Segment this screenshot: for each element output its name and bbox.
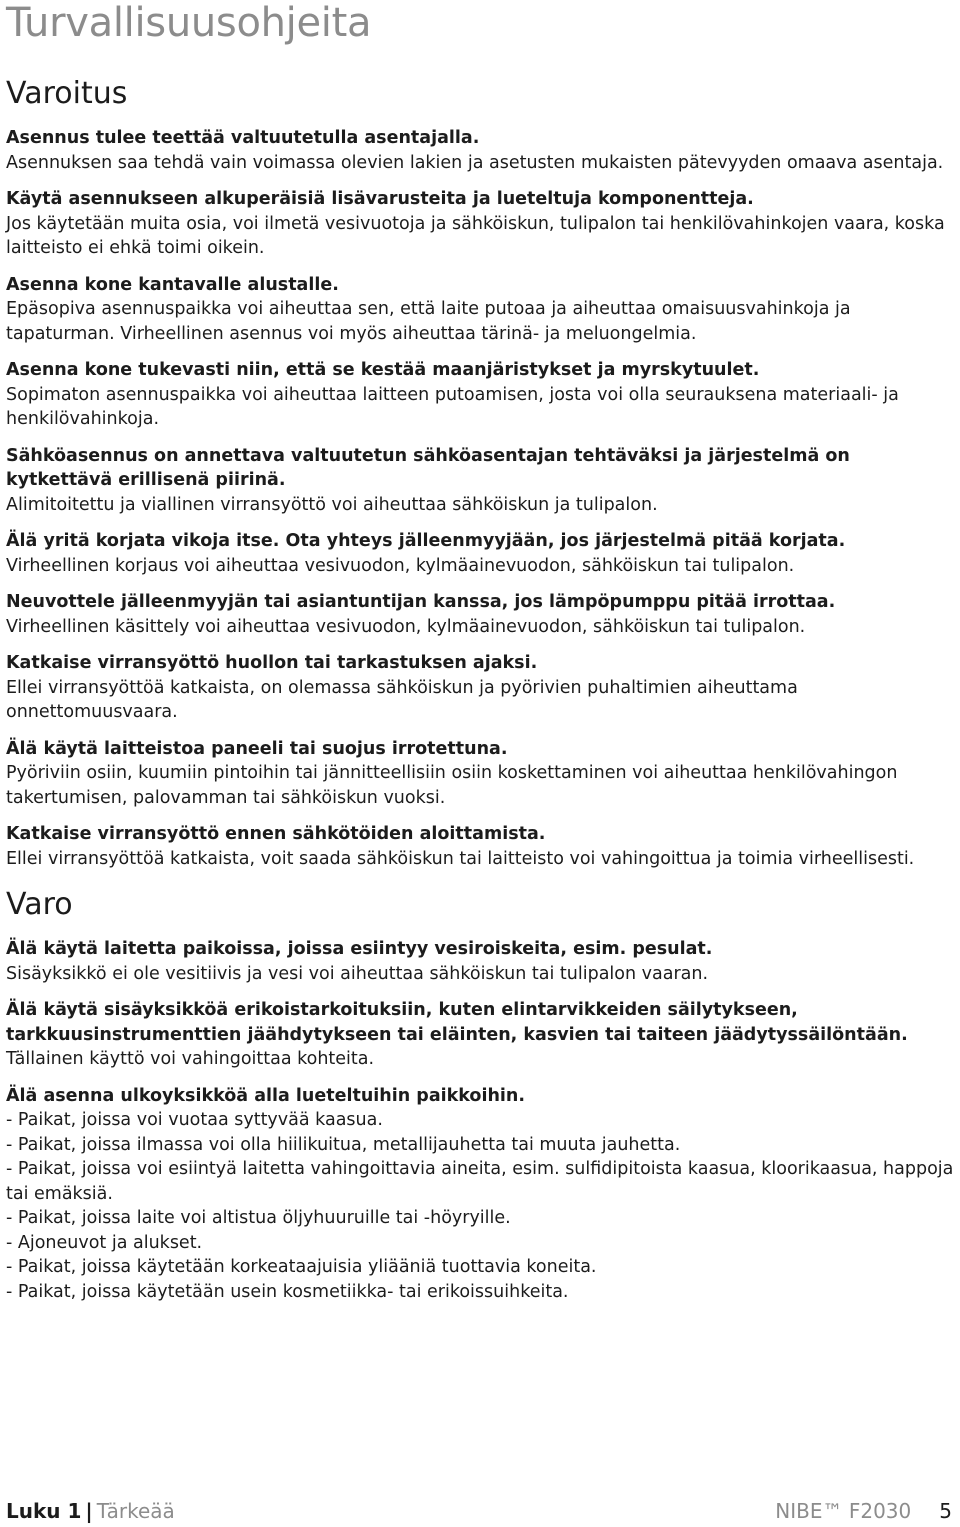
caution-item [6,998,956,1072]
chapter-name: Tärkeää [96,1499,175,1523]
caution-item-head: Älä käytä laitetta paikoissa, joissa esiintyy vesiroiskeita, esim. pesulat. [6,939,713,959]
page-footer [6,1496,952,1526]
page-title: Turvallisuusohjeita [6,0,372,46]
caution-item-body: Tällainen käyttö voi vahingoittaa kohteita. [6,1049,375,1069]
warning-item [6,187,956,261]
caution-item-body: Sisäyksikkö ei ole vesitiivis ja vesi voi aiheuttaa sähköiskun tai tulipalon vaaran. [6,963,709,984]
warning-item-head: Käytä asennukseen alkuperäisiä lisävarusteita ja lueteltuja komponentteja. [6,189,754,209]
warning-item [6,273,956,347]
warning-item [6,529,956,578]
warning-item-head: Neuvottele jälleenmyyjän tai asiantuntijan kanssa, jos lämpöpumppu pitää irrottaa. [6,592,836,612]
caution-section-title: Varo [6,887,73,922]
warning-item-head: Älä käytä laitteistoa paneeli tai suojus irrotettuna. [6,738,508,759]
list-item: - Paikat, joissa voi vuotaa syttyvää kaasua. [6,1110,383,1130]
warning-item-body: Ellei virransyöttöä katkaista, voit saada sähköiskun tai laitteisto voi vahingoittua ja toimia virheellisesti. [6,848,915,869]
warning-item [6,358,956,432]
warning-item-body: Jos käytetään muita osia, voi ilmetä vesivuotoja ja sähköiskun, tulipalon tai henkilövahinkojen vaara, koska laitteisto ei ehkä toimi oikein. [6,213,945,258]
warning-item-body: Pyöriviin osiin, kuumiin pintoihin tai jännitteellisiin osiin koskettaminen voi aiheuttaa henkilövahingon takertumisen, palovamman tai sähköiskun vuoksi. [6,763,898,808]
caution-item [6,937,956,986]
caution-list-block [6,1084,956,1305]
page-number: 5 [939,1499,952,1523]
footer-separator: | [85,1499,93,1523]
list-item: - Paikat, joissa ilmassa voi olla hiilikuitua, metallijauhetta tai muuta jauhetta. [6,1134,681,1155]
warning-item-head: Sähköasennus on annettava valtuutetun sähköasentajan tehtäväksi ja järjestelmä on kytkettävä erillisenä piirinä. [6,445,850,490]
location-list [6,1108,956,1304]
list-item: - Ajoneuvot ja alukset. [6,1232,203,1253]
warning-item [6,651,956,725]
warning-item-head: Asenna kone tukevasti niin, että se kestää maanjäristykset ja myrskytuulet. [6,360,760,380]
caution-list-head: Älä asenna ulkoyksikköä alla lueteltuihin paikkoihin. [6,1085,526,1106]
list-item: - Paikat, joissa voi esiintyä laitetta vahingoittavia aineita, esim. sulfidipitoista kaasua, kloorikaasua, happoja tai emäksiä. [6,1159,954,1204]
warning-item [6,590,956,639]
warning-item [6,444,956,518]
warning-item-head: Älä yritä korjata vikoja itse. Ota yhteys jälleenmyyjään, jos järjestelmä pitää korjata. [6,531,846,551]
chapter-number: Luku 1 [6,1499,82,1523]
list-item: - Paikat, joissa käytetään korkeataajuisia yliääniä tuottavia koneita. [6,1257,597,1277]
warning-item-body: Virheellinen käsittely voi aiheuttaa vesivuodon, kylmäainevuodon, sähköiskun tai tulipalon. [6,616,806,637]
warning-item [6,822,956,871]
warning-item-head: Katkaise virransyöttö huollon tai tarkastuksen ajaksi. [6,653,538,673]
warning-item-body: Epäsopiva asennuspaikka voi aiheuttaa sen, että laite putoaa ja aiheuttaa omaisuusvahinkoja ja tapaturman. Virheellinen asennus voi myös aiheuttaa tärinä- ja meluongelmia. [6,299,851,344]
warning-item-head: Katkaise virransyöttö ennen sähkötöiden aloittamista. [6,824,546,844]
warning-item-body: Virheellinen korjaus voi aiheuttaa vesivuodon, kylmäainevuodon, sähköiskun tai tulipalon. [6,555,795,576]
list-item: - Paikat, joissa laite voi altistua öljyhuuruille tai -höyryille. [6,1208,511,1228]
footer-right [775,1496,952,1526]
warning-item [6,126,956,175]
warning-item-head: Asenna kone kantavalle alustalle. [6,274,339,295]
warning-item-head: Asennus tulee teettää valtuutetulla asentajalla. [6,128,480,148]
caution-item-head: Älä käytä sisäyksikköä erikoistarkoituksiin, kuten elintarvikkeiden säilytykseen, tarkkuusinstrumenttien jäähdytykseen tai eläinten, kasvien tai taiteen jäädytyssäilöntään. [6,1000,908,1045]
warning-item-body: Ellei virransyöttöä katkaista, on olemassa sähköiskun ja pyörivien puhaltimien aiheuttama onnettomuusvaara. [6,677,798,722]
warning-item-body: Sopimaton asennuspaikka voi aiheuttaa laitteen putoamisen, josta voi olla seurauksena materiaali- ja henkilövahinkoja. [6,384,899,429]
product-brand: NIBE™ F2030 [775,1499,912,1523]
list-item: - Paikat, joissa käytetään usein kosmetiikka- tai erikoissuihkeita. [6,1281,569,1302]
warning-item-body: Alimitoitettu ja viallinen virransyöttö voi aiheuttaa sähköiskun ja tulipalon. [6,494,658,515]
warning-item-body: Asennuksen saa tehdä vain voimassa olevien lakien ja asetusten mukaisten pätevyyden omaava asentaja. [6,152,944,173]
document-page [6,0,956,1316]
warning-item [6,737,956,811]
warning-section-title: Varoitus [6,76,128,111]
